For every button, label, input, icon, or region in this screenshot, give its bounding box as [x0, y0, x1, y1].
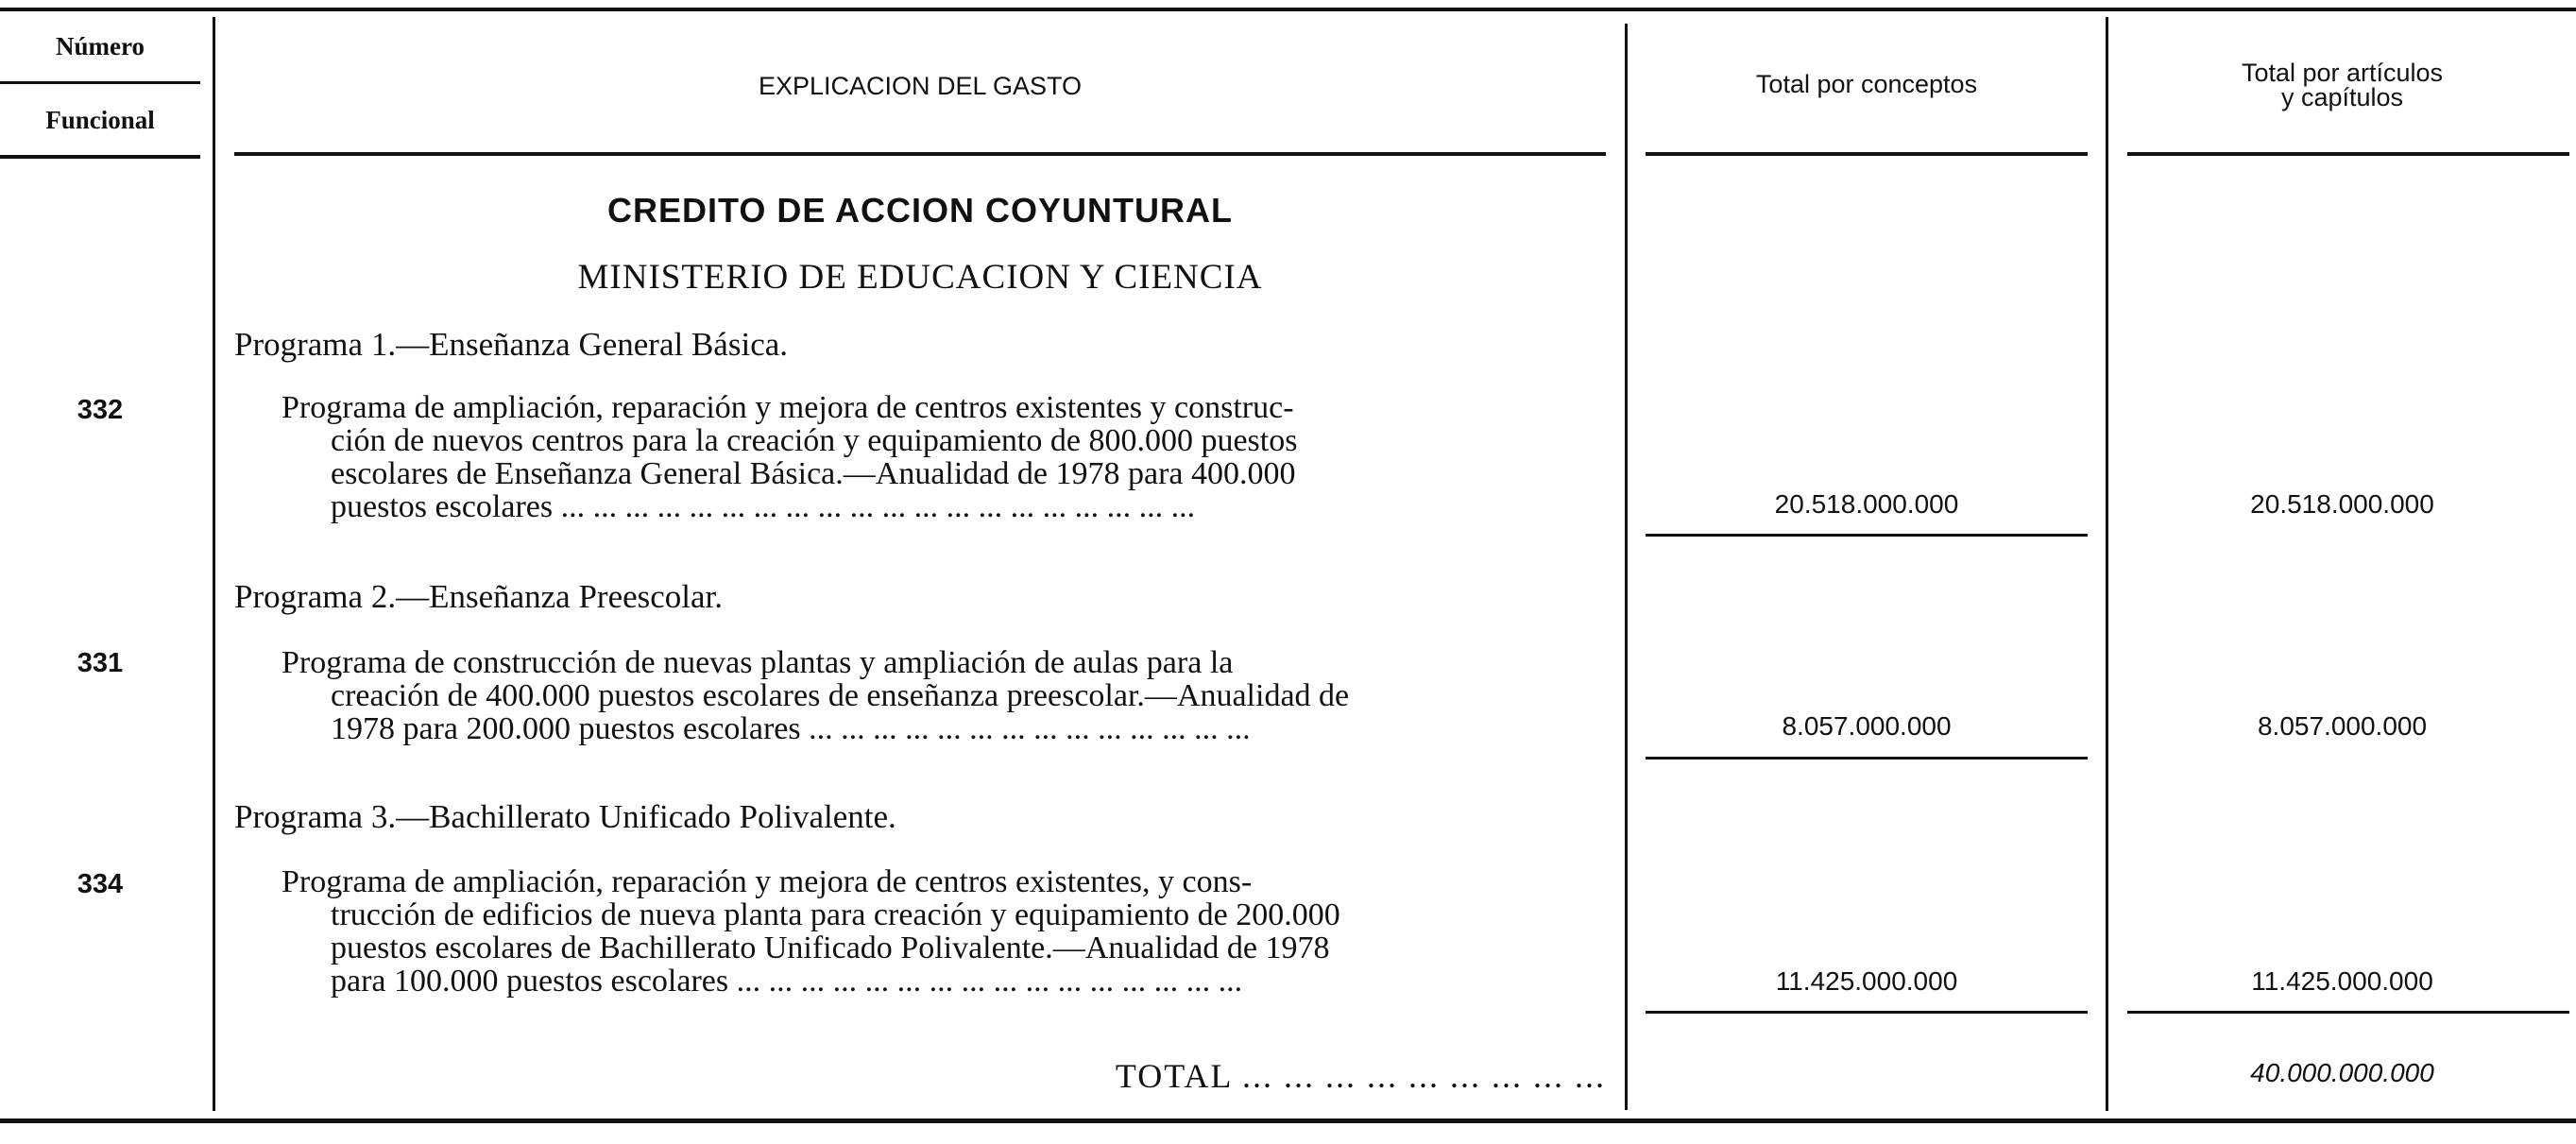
program-3-rule-conceptos [1646, 1011, 2088, 1014]
header-funcional: Funcional [45, 106, 155, 134]
program-1-line-1: Programa de ampliación, reparación y mejora de centros existentes y construc- [281, 391, 1294, 424]
program-3-rule-articulos [2127, 1011, 2569, 1014]
header-explicacion: EXPLICACION DEL GASTO [758, 72, 1083, 100]
program-2-line-2: creación de 400.000 puestos escolares de enseñanza preescolar.—Anualidad de [331, 679, 1350, 712]
program-1-description [281, 391, 1608, 523]
program-2-total-articulos: 8.057.000.000 [2257, 711, 2428, 741]
col-divider-1 [213, 17, 215, 1111]
program-1-total-articulos: 20.518.000.000 [2250, 489, 2434, 519]
col-divider-3 [2106, 17, 2108, 1111]
program-3-line-1: Programa de ampliación, reparación y mejora de centros existentes, y cons- [281, 865, 1253, 898]
program-2-description [281, 646, 1608, 745]
program-1-code: 332 [77, 395, 124, 425]
program-2-line-3: 1978 para 200.000 puestos escolares ... ... ... ... ... ... ... ... ... ... ... ... ... ... [331, 712, 1251, 745]
program-3-total-articulos: 11.425.000.000 [2251, 966, 2433, 996]
program-3-code: 334 [77, 869, 124, 899]
header-articulos-rule [2127, 152, 2569, 156]
header-total-articulos-1: Total por artículos [2241, 59, 2444, 87]
bottom-rule [0, 1118, 2576, 1123]
col-divider-2 [1625, 24, 1628, 1110]
program-2-code: 331 [77, 648, 124, 678]
program-2-heading: Programa 2.—Enseñanza Preescolar. [234, 578, 724, 615]
program-1-rule-conceptos [1646, 534, 2088, 537]
program-1-heading: Programa 1.—Enseñanza General Básica. [234, 326, 789, 363]
header-numero: Número [56, 32, 145, 60]
program-1-line-3: escolares de Enseñanza General Básica.—Anualidad de 1978 para 400.000 [331, 457, 1296, 490]
section-title: CREDITO DE ACCION COYUNTURAL [606, 191, 1233, 230]
program-3-line-2: trucción de edificios de nueva planta para creación y equipamiento de 200.000 [331, 898, 1340, 931]
header-conceptos-rule [1646, 152, 2088, 156]
total-label: TOTAL ... ... ... ... ... ... ... ... ... [1115, 1057, 1606, 1095]
header-explicacion-rule [234, 152, 1606, 156]
program-3-total-conceptos: 11.425.000.000 [1775, 966, 1958, 996]
program-3-line-4: para 100.000 puestos escolares ... ... ... ... ... ... ... ... ... ... ... ... ... ... ... ... [331, 965, 1243, 998]
header-numero-rule [0, 81, 200, 84]
total-amount: 40.000.000.000 [2250, 1058, 2434, 1087]
program-3-heading: Programa 3.—Bachillerato Unificado Polivalente. [234, 798, 896, 835]
ministry-title: MINISTERIO DE EDUCACION Y CIENCIA [577, 258, 1263, 297]
program-3-line-3: puestos escolares de Bachillerato Unificado Polivalente.—Anualidad de 1978 [331, 931, 1330, 965]
program-1-line-2: ción de nuevos centros para la creación y equipamiento de 800.000 puestos [331, 424, 1298, 457]
program-2-total-conceptos: 8.057.000.000 [1782, 711, 1952, 741]
top-rule [0, 8, 2576, 11]
header-funcional-rule [0, 155, 200, 159]
program-3-description [281, 865, 1608, 998]
program-2-line-1: Programa de construcción de nuevas plantas y ampliación de aulas para la [281, 646, 1234, 679]
program-1-line-4: puestos escolares ... ... ... ... ... ... ... ... ... ... ... ... ... ... ... ... ... ... ... ... [331, 490, 1196, 523]
program-2-rule-conceptos [1646, 757, 2088, 760]
header-total-conceptos: Total por conceptos [1755, 70, 1978, 98]
program-1-total-conceptos: 20.518.000.000 [1774, 489, 1959, 519]
header-total-articulos-2: y capítulos [2280, 83, 2404, 111]
